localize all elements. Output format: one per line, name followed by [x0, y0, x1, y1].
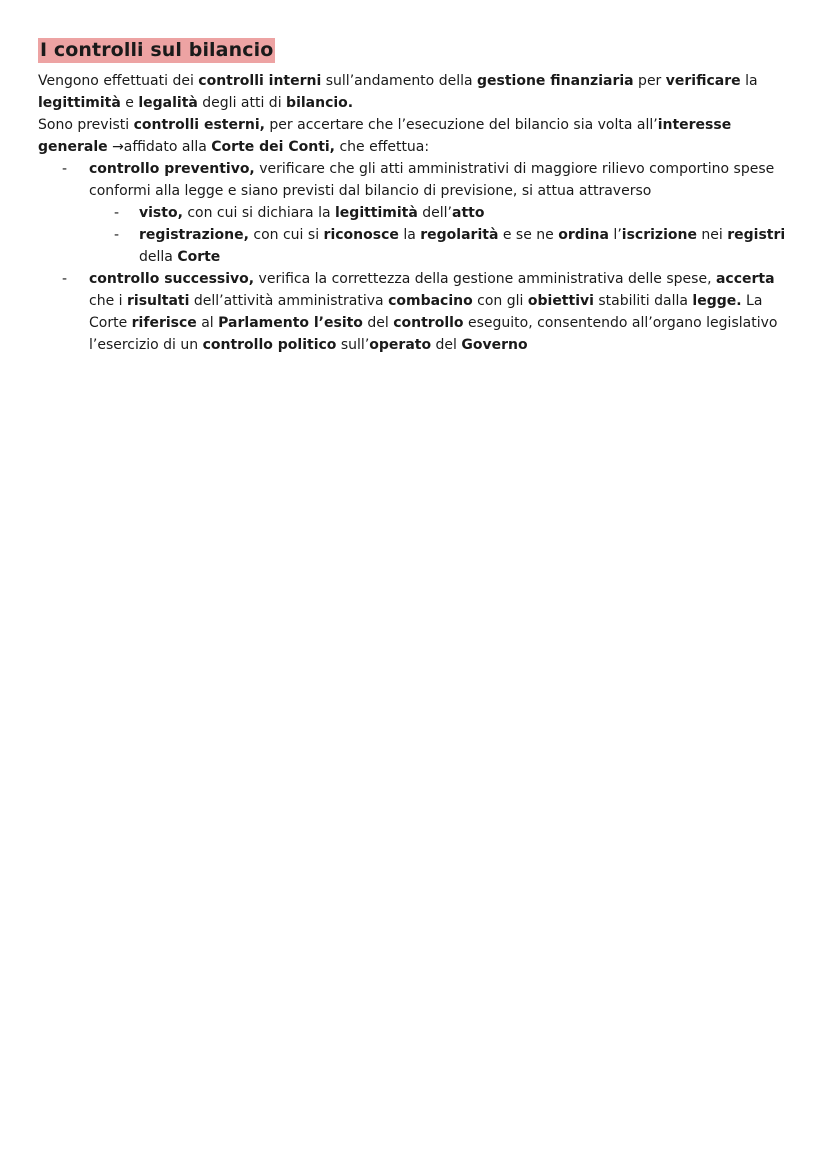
- text-run: dell’: [417, 205, 453, 221]
- bold-text-run: combacino: [388, 293, 473, 309]
- bold-text-run: obiettivi: [527, 293, 594, 309]
- list-item-preventive-control: [38, 158, 798, 268]
- text-run: Vengono effettuati dei: [38, 73, 199, 89]
- bold-text-run: regolarità: [420, 227, 499, 243]
- text-run: sull’: [336, 337, 370, 353]
- text-run: per: [633, 73, 666, 89]
- text-run: per accertare che l’esecuzione del bilancio sia volta all’: [264, 117, 658, 133]
- section-title: I controlli sul bilancio: [40, 39, 274, 61]
- bold-text-run: controllo politico: [202, 337, 337, 353]
- bold-text-run: controllo: [393, 315, 464, 331]
- text-run: sull’andamento della: [321, 73, 477, 89]
- bold-text-run: legge.: [692, 293, 742, 309]
- preventive-sublist: [89, 202, 798, 268]
- list-dash: -: [114, 227, 120, 243]
- text-run: La Corte: [89, 293, 763, 331]
- text-run: al: [196, 315, 219, 331]
- bold-text-run: Governo: [461, 337, 528, 353]
- text-run: che i: [89, 293, 127, 309]
- bold-text-run: interesse generale: [38, 117, 732, 155]
- text-run: della: [139, 249, 178, 265]
- bold-text-run: controlli interni: [198, 73, 322, 89]
- document-page: [38, 38, 798, 356]
- text-run: →affidato alla: [107, 139, 212, 155]
- text-run: la: [398, 227, 421, 243]
- bold-text-run: registri: [727, 227, 786, 243]
- bold-text-run: riferisce: [131, 315, 197, 331]
- bold-text-run: atto: [452, 205, 485, 221]
- sublist-item-visto: [89, 202, 798, 224]
- text-run: del: [362, 315, 394, 331]
- bold-text-run: legittimità: [335, 205, 418, 221]
- bold-text-run: Parlamento l’esito: [218, 315, 363, 331]
- bold-text-run: iscrizione: [621, 227, 697, 243]
- controls-list: [38, 158, 798, 356]
- list-dash: -: [114, 205, 120, 221]
- sublist-item-registrazione: [89, 224, 798, 268]
- bold-text-run: legalità: [138, 95, 198, 111]
- text-run: che effettua:: [335, 139, 430, 155]
- bold-text-run: risultati: [126, 293, 190, 309]
- text-run: verifica la correttezza della gestione amministrativa delle spese,: [254, 271, 716, 287]
- text-run: e: [120, 95, 139, 111]
- text-run: eseguito, consentendo all’organo legislativo l’esercizio di un: [89, 315, 778, 353]
- text-run: con cui si dichiara la: [182, 205, 335, 221]
- bold-text-run: visto,: [139, 205, 183, 221]
- bold-text-run: riconosce: [323, 227, 399, 243]
- list-item-successive-control: [38, 268, 798, 356]
- bold-text-run: legittimità: [38, 95, 121, 111]
- paragraph-external-controls: [38, 114, 798, 158]
- bold-text-run: Corte: [177, 249, 221, 265]
- bold-text-run: ordina: [558, 227, 609, 243]
- bold-text-run: controlli esterni,: [133, 117, 265, 133]
- list-dash: -: [62, 161, 68, 177]
- text-run: nei: [696, 227, 728, 243]
- text-run: e se ne: [498, 227, 559, 243]
- bold-text-run: operato: [369, 337, 432, 353]
- text-run: con gli: [472, 293, 528, 309]
- text-run: del: [431, 337, 462, 353]
- bold-text-run: controllo successivo,: [89, 271, 255, 287]
- bold-text-run: gestione finanziaria: [477, 73, 634, 89]
- list-dash: -: [62, 271, 68, 287]
- bold-text-run: registrazione,: [139, 227, 249, 243]
- text-run: l’: [608, 227, 622, 243]
- bold-text-run: bilancio.: [286, 95, 354, 111]
- list-item-text: [89, 161, 774, 199]
- list-item-text: [89, 271, 777, 353]
- bold-text-run: Corte dei Conti,: [211, 139, 335, 155]
- text-run: la: [740, 73, 758, 89]
- list-item-text: [139, 205, 484, 221]
- bold-text-run: controllo preventivo,: [89, 161, 255, 177]
- text-run: degli atti di: [197, 95, 287, 111]
- text-run: stabiliti dalla: [593, 293, 693, 309]
- bold-text-run: verificare: [665, 73, 741, 89]
- paragraph-internal-controls: [38, 70, 798, 114]
- text-run: Sono previsti: [38, 117, 134, 133]
- list-item-text: [139, 227, 785, 265]
- bold-text-run: accerta: [715, 271, 775, 287]
- text-run: dell’attività amministrativa: [189, 293, 389, 309]
- text-run: verificare che gli atti amministrativi di maggiore rilievo comportino spese conformi alla legge e siano previsti dal bilancio di previsione, si attua attraverso: [89, 161, 775, 199]
- text-run: con cui si: [248, 227, 324, 243]
